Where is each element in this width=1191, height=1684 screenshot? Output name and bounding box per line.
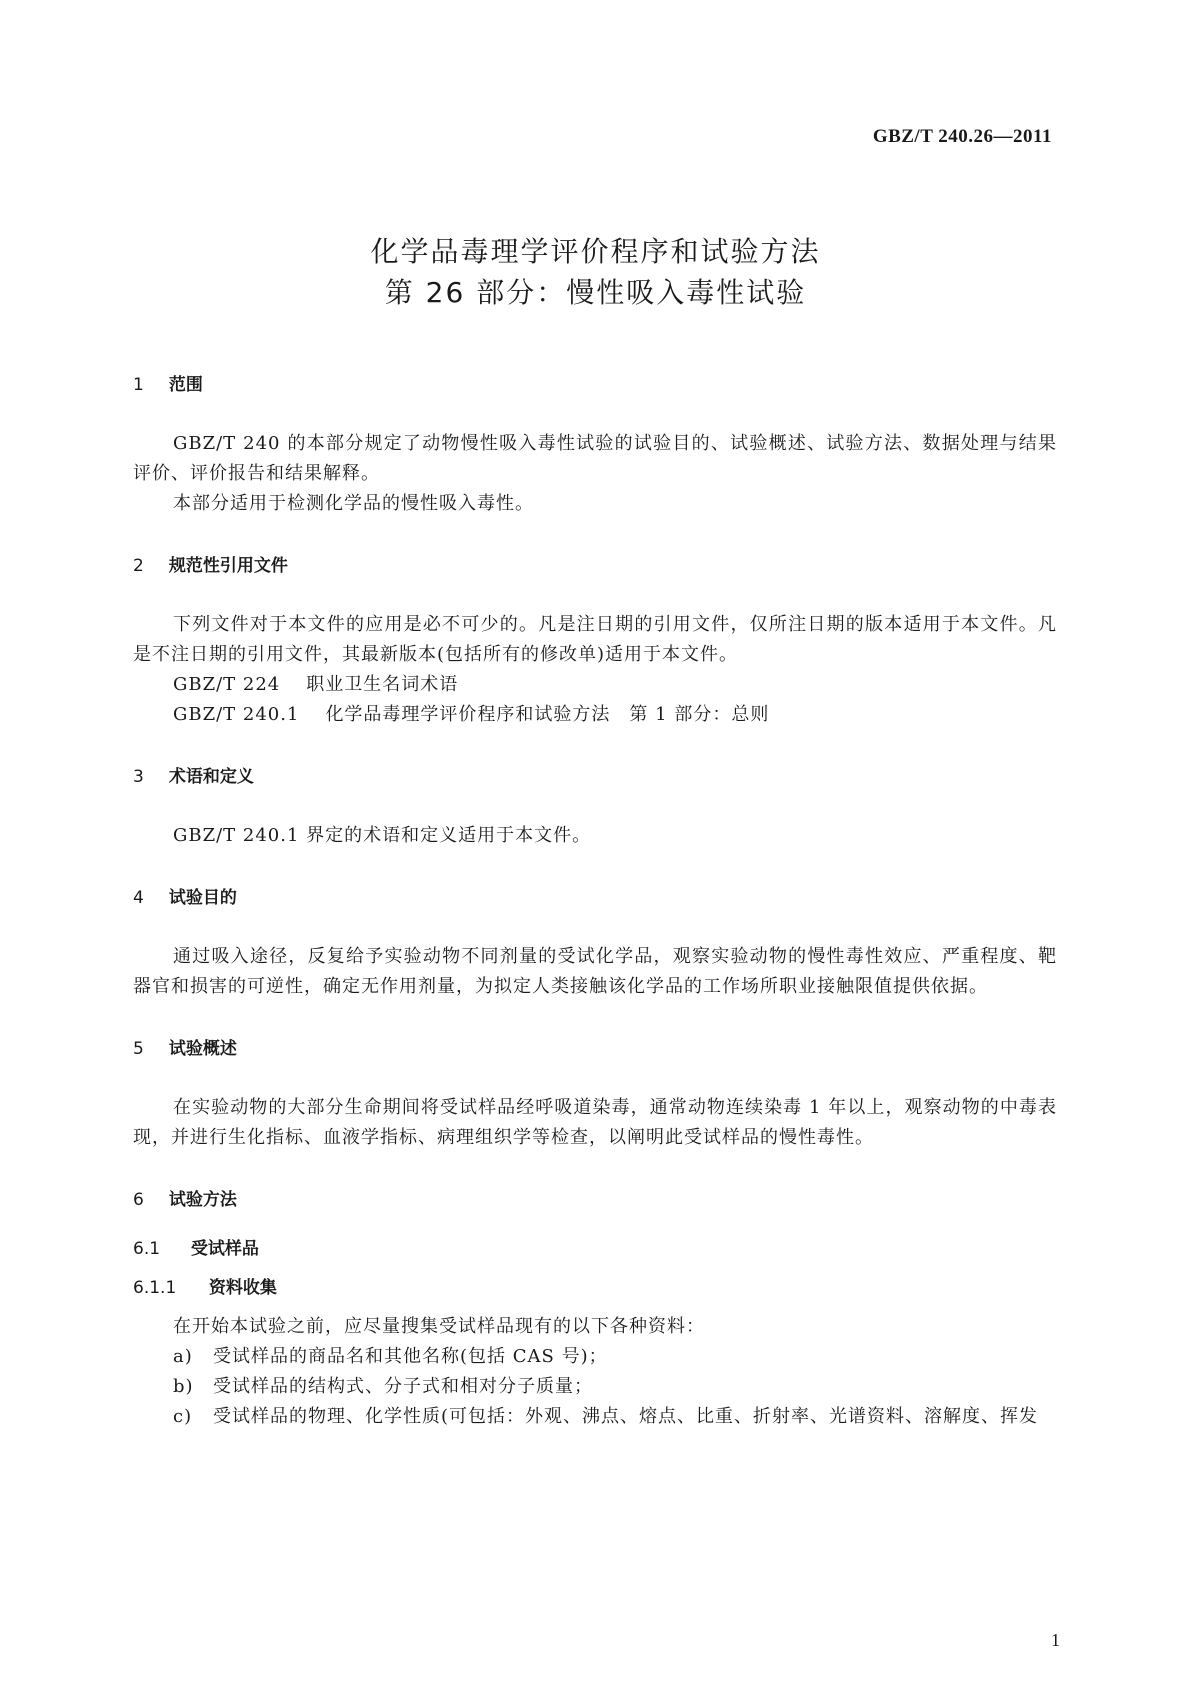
section-number: 2 [133,556,144,576]
list-item [173,1342,1057,1372]
section-title: 范围 [168,375,203,395]
section-number: 6.1 [133,1239,161,1259]
list-marker: b) [173,1376,194,1397]
normative-reference [173,670,1057,700]
section-title: 试验方法 [168,1190,237,1210]
section-title: 试验概述 [168,1039,237,1059]
section-heading-6-1-1 [133,1273,1057,1298]
section-title: 受试样品 [190,1239,259,1259]
section-heading-1 [133,370,1057,395]
list-item-text: 受试样品的结构式、分子式和相对分子质量； [213,1376,593,1397]
reference-title: 化学品毒理学评价程序和试验方法 第 1 部分：总则 [325,704,770,725]
document-body [133,370,1057,1432]
section-title: 资料收集 [208,1278,277,1298]
document-title-line-2: 第 26 部分：慢性吸入毒性试验 [384,276,807,309]
list-marker: a) [173,1346,193,1367]
list-item-text: 受试样品的物理、化学性质(可包括：外观、沸点、熔点、比重、折射率、光谱资料、溶解度、挥发 [213,1406,1039,1427]
section-1-paragraph-2: 本部分适用于检测化学品的慢性吸入毒性。 [173,493,534,514]
list-marker: c) [173,1406,193,1427]
section-heading-5 [133,1034,1057,1059]
section-3-paragraph-1: GBZ/T 240.1 界定的术语和定义适用于本文件。 [173,825,592,846]
section-number: 1 [133,375,144,395]
section-heading-3 [133,762,1057,787]
section-title: 试验目的 [168,888,237,908]
reference-code: GBZ/T 240.1 [173,704,300,725]
section-number: 3 [133,767,144,787]
section-4-paragraph-1: 通过吸入途径，反复给予实验动物不同剂量的受试化学品，观察实验动物的慢性毒性效应、严重程度、靶器官和损害的可逆性，确定无作用剂量，为拟定人类接触该化学品的工作场所职业接触限值提供依据。 [133,946,1057,997]
standard-code: GBZ/T 240.26—2011 [872,126,1052,147]
list-item [173,1402,1057,1432]
section-heading-2 [133,551,1057,576]
section-title: 规范性引用文件 [168,556,288,576]
section-heading-4 [133,883,1057,908]
normative-reference [173,700,1057,730]
document-title-line-1: 化学品毒理学评价程序和试验方法 [370,235,821,268]
section-6-1-1-paragraph-1: 在开始本试验之前，应尽量搜集受试样品现有的以下各种资料： [173,1316,705,1337]
list-item [173,1372,1057,1402]
section-heading-6-1 [133,1234,1057,1259]
section-2-paragraph-1: 下列文件对于本文件的应用是必不可少的。凡是注日期的引用文件，仅所注日期的版本适用于本文件。凡是不注日期的引用文件，其最新版本(包括所有的修改单)适用于本文件。 [133,614,1057,665]
section-number: 6.1.1 [133,1278,177,1298]
section-heading-6 [133,1185,1057,1210]
page-number: 1 [1051,1630,1060,1650]
reference-title: 职业卫生名词术语 [306,674,459,695]
section-number: 6 [133,1190,144,1210]
section-number: 4 [133,888,144,908]
reference-code: GBZ/T 224 [173,674,281,695]
section-5-paragraph-1: 在实验动物的大部分生命期间将受试样品经呼吸道染毒，通常动物连续染毒 1 年以上，观察动物的中毒表现，并进行生化指标、血液学指标、病理组织学等检查，以阐明此受试样品的慢性毒性。 [133,1097,1057,1148]
list-item-text: 受试样品的商品名和其他名称(包括 CAS 号)； [213,1346,608,1367]
section-title: 术语和定义 [168,767,254,787]
section-1-paragraph-1: GBZ/T 240 的本部分规定了动物慢性吸入毒性试验的试验目的、试验概述、试验方法、数据处理与结果评价、评价报告和结果解释。 [133,433,1057,484]
section-number: 5 [133,1039,144,1059]
